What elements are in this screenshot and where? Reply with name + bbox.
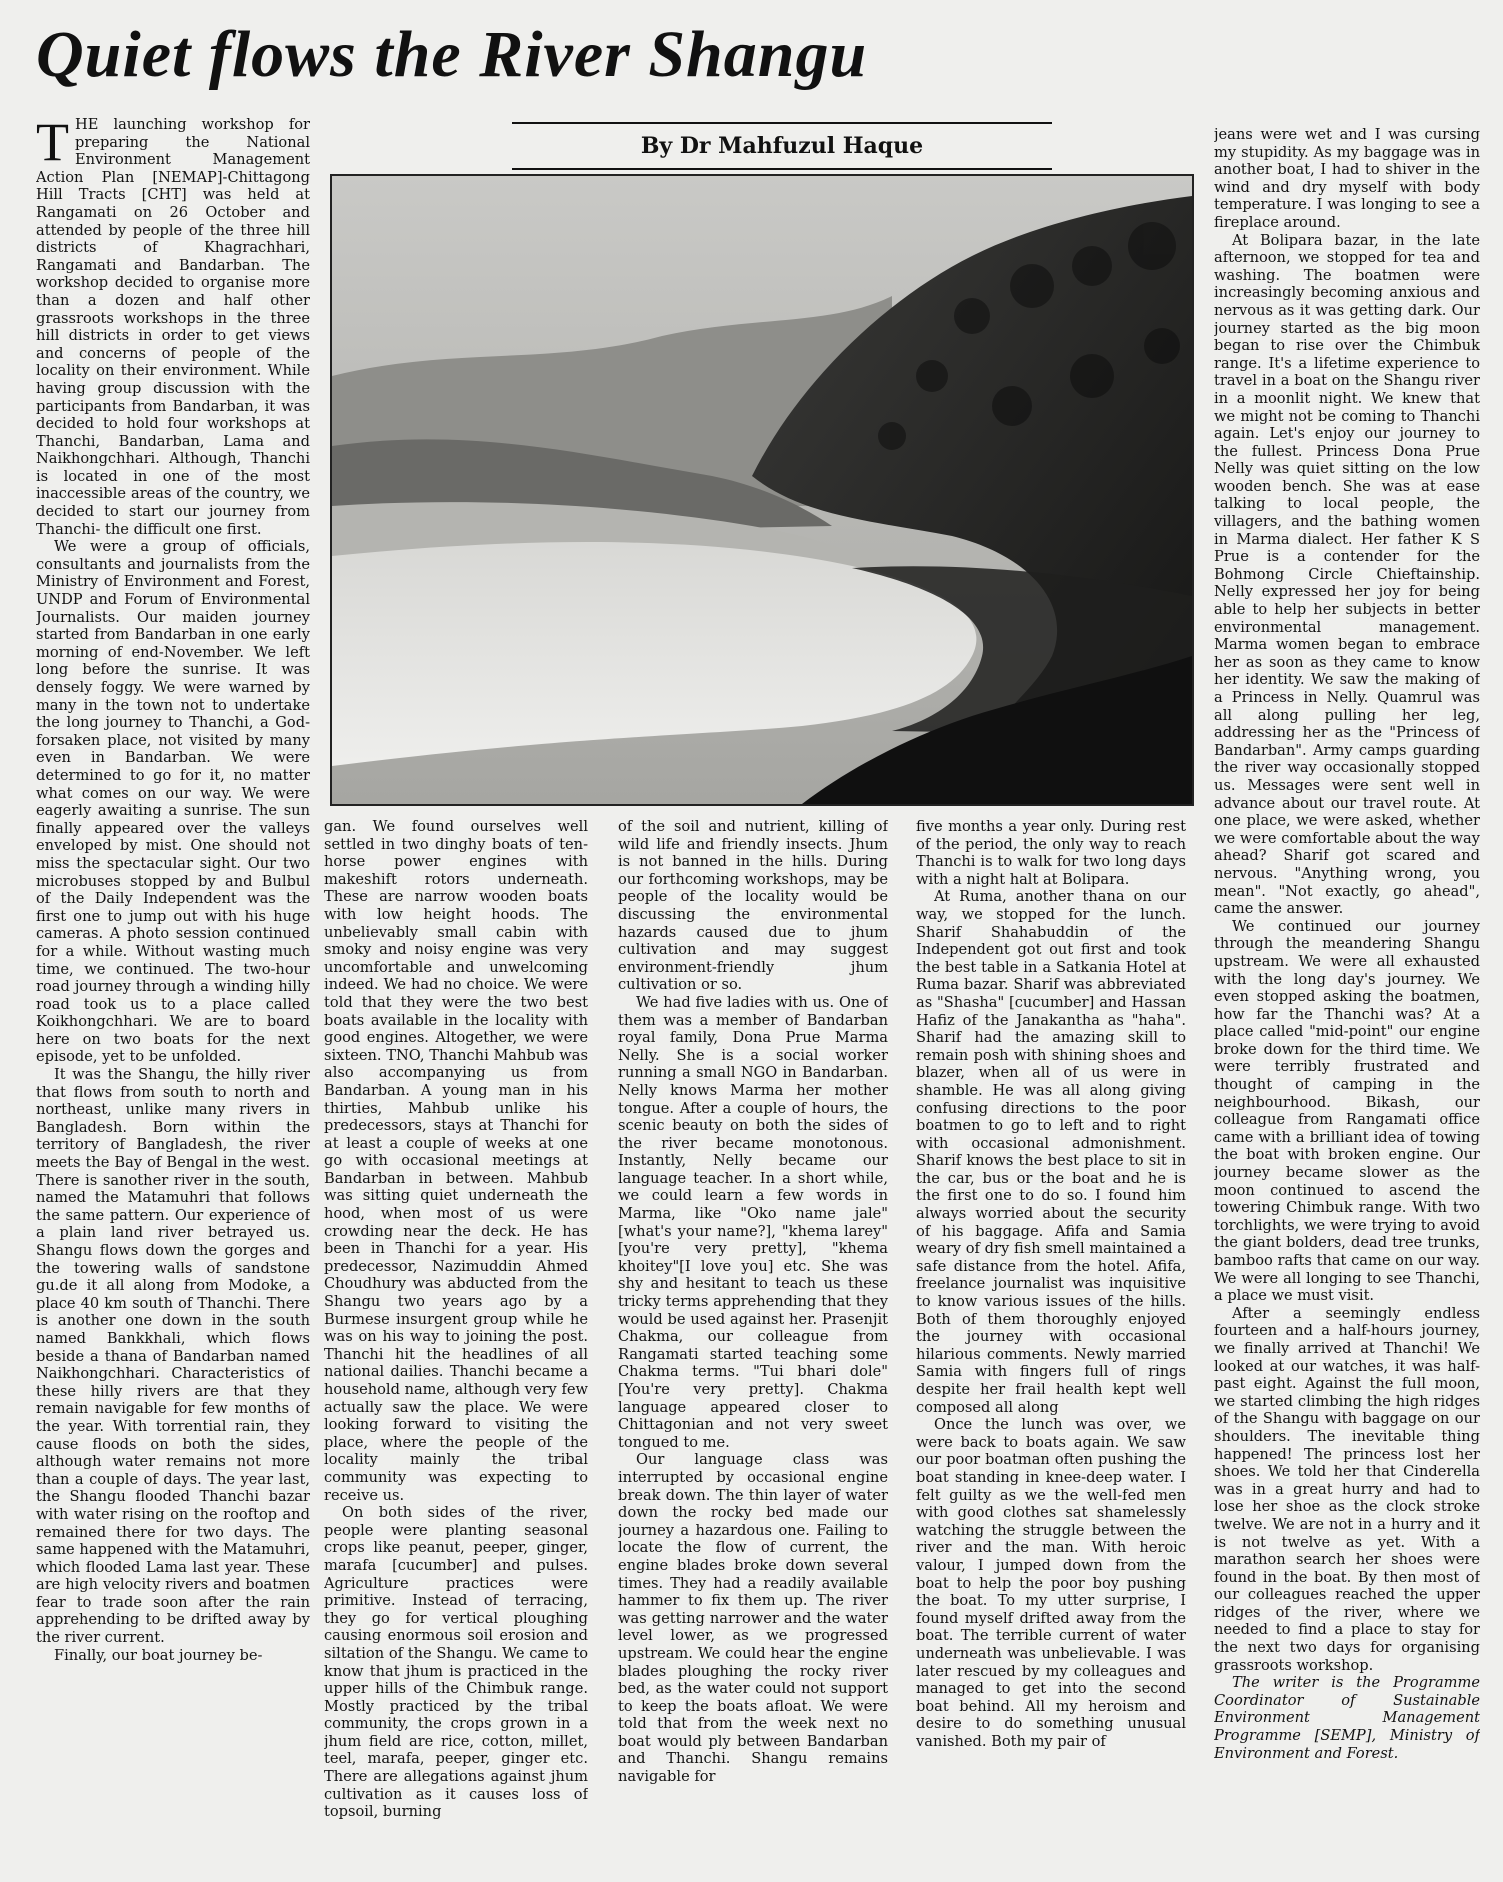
paragraph: Finally, our boat journey be- — [54, 1646, 263, 1664]
paragraph: It was the Shangu, the hilly river that flows from south to north and northeast, unlike many rivers in Bangladesh. Born within the territory of Bangladesh, the river meets the Bay of Bengal in the west. There is sanother river in the south, named the Matamuhri that follows the same pattern. Our experience of a plain land river betrayed us. Shangu flows down the gorges and the towering walls of sandstone gu.de it all along from Modoke, a place 40 km south of Thanchi. There is another one down in the south named Bankkhali, which flows beside a thana of Bandarban named Naikhongchhari. Characteristics of these hilly rivers are that they remain navigable for few months of the year. With torrential rain, they cause floods on both the sides, although water remains not more than a couple of days. The year last, the Shangu flooded Thanchi bazar with water rising on the rooftop and remained there for two days. The same happened with the Matamuhri, which flooded Lama last year. These are high velocity rivers and boatmen fear to trade soon after the rain apprehending to be drifted away by the river current. — [36, 1066, 310, 1647]
article-column-1 — [36, 116, 310, 1836]
paragraph: We were a group of officials, consultants and journalists from the Ministry of Environment and Forest, UNDP and Forum of Environmental Journalists. Our maiden journey started from Bandarban in one early morning of end-November. We left long before the sunrise. It was densely foggy. We were warned by many in the town not to undertake the long journey to Thanchi, a God-forsaken place, not visited by many even in Bandarban. We were determined to go for it, no matter what comes on our way. We were eagerly awaiting a sunrise. The sun finally appeared over the valleys enveloped by mist. One should not miss the spectacular sight. Our two microbuses stopped by and Bulbul of the Daily Independent was the first one to jump out with his huge cameras. A photo session continued for a while. Without wasting much time, we continued. The two-hour road journey through a winding hilly road took us to a place called Koikhongchhari. We are to board here on two boats for the next episode, yet to be unfolded. — [36, 538, 310, 1066]
paragraph: Once the lunch was over, we were back to boats again. We saw our poor boatman often pushing the boat standing in knee-deep water. I felt guilty as we the well-fed men with good clothes sat shamelessly watching the struggle between the river and the man. With heroic valour, I jumped down from the boat to help the poor boy pushing the boat. To my utter surprise, I found myself drifted away from the boat. The terrible current of water underneath was unbelievable. I was later rescued by my colleagues and managed to get into the second boat behind. All my heroism and desire to do something unusual vanished. Both my pair of — [916, 1416, 1186, 1750]
headline: Quiet flows the River Shangu — [36, 18, 868, 91]
river-photo-image — [332, 176, 1192, 804]
paragraph: On both sides of the river, people were planting seasonal crops like peanut, peeper, ginger, marafa [cucumber] and pulses. Agriculture practices were primitive. Instead of terracing, they go for vertical ploughing causing enormous soil erosion and siltation of the Shangu. We came to know that jhum is practiced in the upper hills of the Chimbuk range. Mostly practiced by the tribal community, the crops grown in a jhum field are rice, cotton, millet, teel, marafa, peeper, ginger etc. There are allegations against jhum cultivation as it causes loss of topsoil, burning — [324, 1504, 588, 1821]
river-photo — [330, 174, 1194, 806]
paragraph: At Bolipara bazar, in the late afternoon, we stopped for tea and washing. The boatmen were increasingly becoming anxious and nervous as it was getting dark. Our journey started as the big moon began to rise over the Chimbuk range. It's a lifetime experience to travel in a boat on the Shangu river in a moonlit night. We knew that we might not be coming to Thanchi again. Let's enjoy our journey to the fullest. Princess Dona Prue Nelly was quiet sitting on the low wooden bench. She was at ease talking to local people, the villagers, and the bathing women in Marma dialect. Her father K S Prue is a contender for the Bohmong Circle Chieftainship. Nelly expressed her joy for being able to help her subjects in better environmental management. Marma women began to embrace her as soon as they came to know her identity. We saw the making of a Princess in Nelly. Quamrul was all along pulling her leg, addressing her as the "Princess of Bandarban". Army camps guarding the river way occasionally stopped us. Messages were sent well in advance about our travel route. At one place, we were asked, whether we were comfortable about the way ahead? Sharif got scared and nervous. "Anything wrong, you mean". "Not exactly, go ahead", came the answer. — [1214, 231, 1480, 918]
article-column-5 — [1214, 126, 1480, 1838]
paragraph: of the soil and nutrient, killing of wild life and friendly insects. Jhum is not banned in the hills. During our forthcoming workshops, may be people of the locality would be discussing the environmental hazards caused due to jhum cultivation and may suggest environment-friendly jhum cultivation or so. — [618, 818, 888, 994]
drop-cap: T — [36, 116, 69, 172]
paragraph: Our language class was interrupted by occasional engine break down. The thin layer of water down the rocky bed made our journey a hazardous one. Failing to locate the flow of current, the engine blades broke down several times. They had a readily available hammer to fix them up. The river was getting narrower and the water level lower, as we progressed upstream. We could hear the engine blades ploughing the rocky river bed, as the water could not support to keep the boats afloat. We were told that from the week next no boat would ply between Bandarban and Thanchi. Shangu remains navigable for — [618, 1451, 888, 1786]
paragraph-text: HE launching workshop for preparing the National Environment Management Action Plan [NEMAP]-Chittagong Hill Tracts [CHT] was held at Rangamati on 26 October and attended by people of the three hill districts of Khagrachhari, Rangamati and Bandarban. The workshop decided to organise more than a dozen and half other grassroots workshops in the three hill districts in order to get views and concerns of people of the locality on their environment. While having group discussion with the participants from Bandarban, it was decided to hold four workshops at Thanchi, Bandarban, Lama and Naikhongchhari. Although, Thanchi is located in one of the most inaccessible areas of the country, we decided to start our journey from Thanchi- the difficult one first. — [36, 116, 310, 538]
paragraph: five months a year only. During rest of the period, the only way to reach Thanchi is to walk for two long days with a night halt at Bolipara. — [916, 818, 1186, 888]
paragraph: We continued our journey through the meandering Shangu upstream. We were all exhausted with the long day's journey. We even stopped asking the boatmen, how far the Thanchi was? At a place called "mid-point" our engine broke down for the third time. We were terribly frustrated and thought of camping in the neighbourhood. Bikash, our colleague from Rangamati office came with a brilliant idea of towing the boat with broken engine. Our journey became slower as the moon continued to ascend the towering Chimbuk range. With two torchlights, we were trying to avoid the giant bolders, dead tree trunks, bamboo rafts that came on our way. We were all longing to see Thanchi, a place we must visit. — [1214, 917, 1480, 1305]
paragraph: At Ruma, another thana on our way, we stopped for the lunch. Sharif Shahabuddin of the Independent got out first and took the best table in a Satkania Hotel at Ruma bazar. Sharif was abbreviated as "Shasha" [cucumber] and Hassan Hafiz of the Janakantha as "haha". Sharif had the amazing skill to remain posh with shining shoes and blazer, when all of us were in shamble. He was all along giving confusing directions to the poor boatmen to go to left and to right with occasional admonishment. Sharif knows the best place to sit in the car, bus or the boat and he is the first one to do so. I found him always worried about the security of his baggage. Afifa and Samia weary of dry fish smell maintained a safe distance from the hotel. Afifa, freelance journalist was inquisitive to know various issues of the hills. Both of them thoroughly enjoyed the journey with occasional hilarious comments. Newly married Samia with fingers full of rings despite her frail health kept well composed all along — [916, 888, 1186, 1416]
article-column-2 — [324, 818, 588, 1838]
paragraph: jeans were wet and I was cursing my stupidity. As my baggage was in another boat, I had to shiver in the wind and dry myself with body temperature. I was longing to see a fireplace around. — [1214, 126, 1480, 231]
paragraph: gan. We found ourselves well settled in two dinghy boats of ten-horse power engines with makeshift rotors underneath. These are narrow wooden boats with low height hoods. The unbelievably small cabin with smoky and noisy engine was very uncomfortable and unwelcoming indeed. We had no choice. We were told that they were the two best boats available in the locality with good engines. Altogether, we were sixteen. TNO, Thanchi Mahbub was also accompanying us from Bandarban. A young man in his thirties, Mahbub unlike his predecessors, stays at Thanchi for at least a couple of weeks at one go with occasional meetings at Bandarban in between. Mahbub was sitting quiet underneath the hood, when most of us were crowding near the deck. He has been in Thanchi for a year. His predecessor, Nazimuddin Ahmed Choudhury was abducted from the Shangu two years ago by a Burmese insurgent group while he was on his way to joining the post. Thanchi hit the headlines of all national dailies. Thanchi became a household name, although very few actually saw the place. We were looking forward to visiting the place, where the people of the locality mainly the tribal community was expecting to receive us. — [324, 818, 588, 1504]
article-column-4 — [916, 818, 1186, 1838]
author-credit: The writer is the Programme Coordinator of Sustainable Environment Management Programme [SEMP], Ministry of Environment and Forest. — [1214, 1674, 1480, 1762]
paragraph — [36, 116, 310, 538]
paragraph: After a seemingly endless fourteen and a half-hours journey, we finally arrived at Thanchi! We looked at our watches, it was half-past eight. Against the full moon, we started climbing the high ridges of the Shangu with baggage on our shoulders. The inevitable thing happened! The princess lost her shoes. We told her that Cinderella was in a great hurry and had to lose her shoe as the clock stroke twelve. We are not in a hurry and it is not twelve as yet. With a marathon search her shoes were found in the boat. By then most of our colleagues reached the upper ridges of the river, where we needed to find a place to stay for the next two days for organising grassroots workshop. — [1214, 1304, 1480, 1674]
byline: By Dr Mahfuzul Haque — [512, 122, 1052, 170]
article-column-3 — [618, 818, 888, 1838]
paragraph: We had five ladies with us. One of them was a member of Bandarban royal family, Dona Prue Marma Nelly. She is a social worker running a small NGO in Bandarban. Nelly knows Marma her mother tongue. After a couple of hours, the scenic beauty on both the sides of the river became monotonous. Instantly, Nelly became our language teacher. In a short while, we could learn a few words in Marma, like "Oko name jale" [what's your name?], "khema larey"[you're very pretty], "khema khoitey"[I love you] etc. She was shy and hesitant to teach us these tricky terms apprehending that they would be used against her. Prasenjit Chakma, our colleague from Rangamati started teaching some Chakma terms. "Tui bhari dole"[You're very pretty]. Chakma language appeared closer to Chittagonian and not very sweet tongued to me. — [618, 993, 888, 1451]
